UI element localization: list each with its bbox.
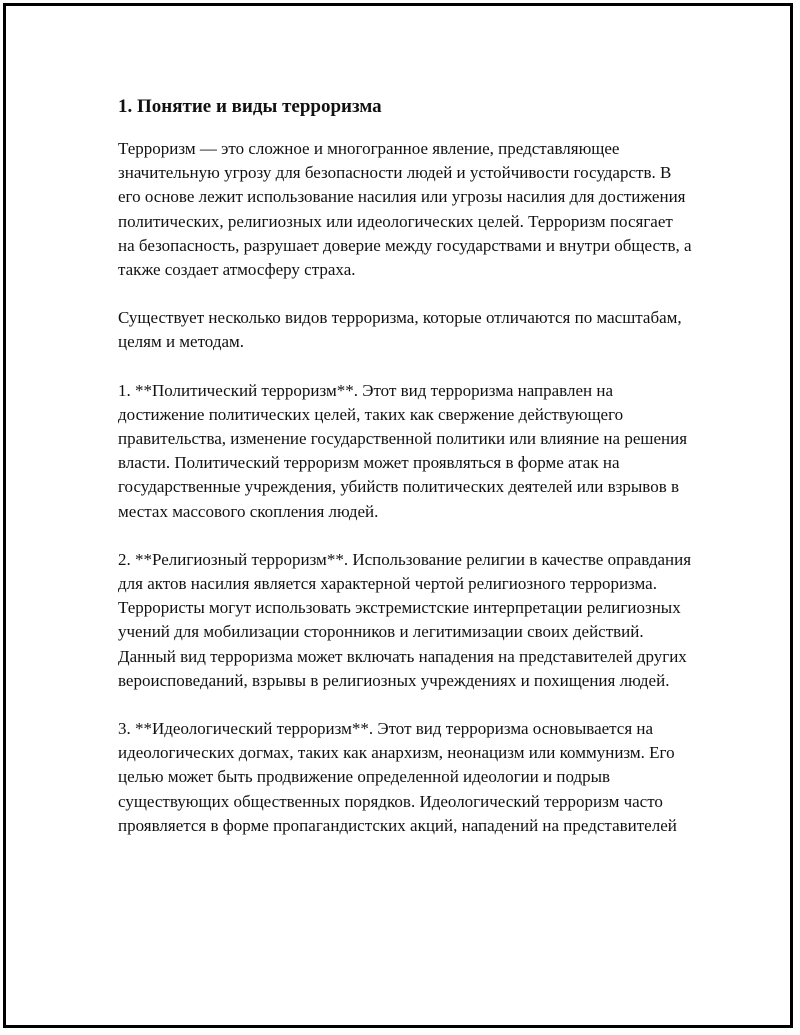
section-heading: 1. Понятие и виды терроризма <box>118 96 382 117</box>
paragraph-religious-terrorism: 2. **Религиозный терроризм**. Использование религии в качестве оправдания для актов насилия является характерной чертой религиозного терроризма. Террористы могут использовать экстремистские интерпретации религиозных учений для мобилизации сторонников и легитимизации своих действий. Данный вид терроризма может включать нападения на представителей других вероисповеданий, взрывы в религиозных учреждениях и похищения людей. <box>118 549 692 690</box>
paragraph-ideological-terrorism: 3. **Идеологический терроризм**. Этот вид терроризма основывается на идеологических догмах, таких как анархизм, неонацизм или коммунизм. Его целью может быть продвижение определенной идеологии и подрыв существующих общественных порядков. Идеологический терроризм часто проявляется в форме пропагандистских акций, нападений на представителей <box>118 719 677 835</box>
paragraph-intro: Терроризм — это сложное и многогранное явление, представляющее значительную угрозу для безопасности людей и устойчивости государств. В его основе лежит использование насилия или угрозы насилия для достижения политических, религиозных или идеологических целей. Терроризм посягает на безопасность, разрушает доверие между государствами и внутри обществ, а также создает атмосферу страха. <box>118 139 692 280</box>
paragraph-political-terrorism: 1. **Политический терроризм**. Этот вид терроризма направлен на достижение политических целей, таких как свержение действующего правительства, изменение государственной политики или влияние на решения власти. Политический терроризм может проявляться в форме атак на государственные учреждения, убийств политических деятелей или взрывов в местах массового скопления людей. <box>118 380 688 521</box>
document-body <box>118 95 693 838</box>
paragraph-types-overview: Существует несколько видов терроризма, которые отличаются по масштабам, целям и методам. <box>118 308 682 352</box>
